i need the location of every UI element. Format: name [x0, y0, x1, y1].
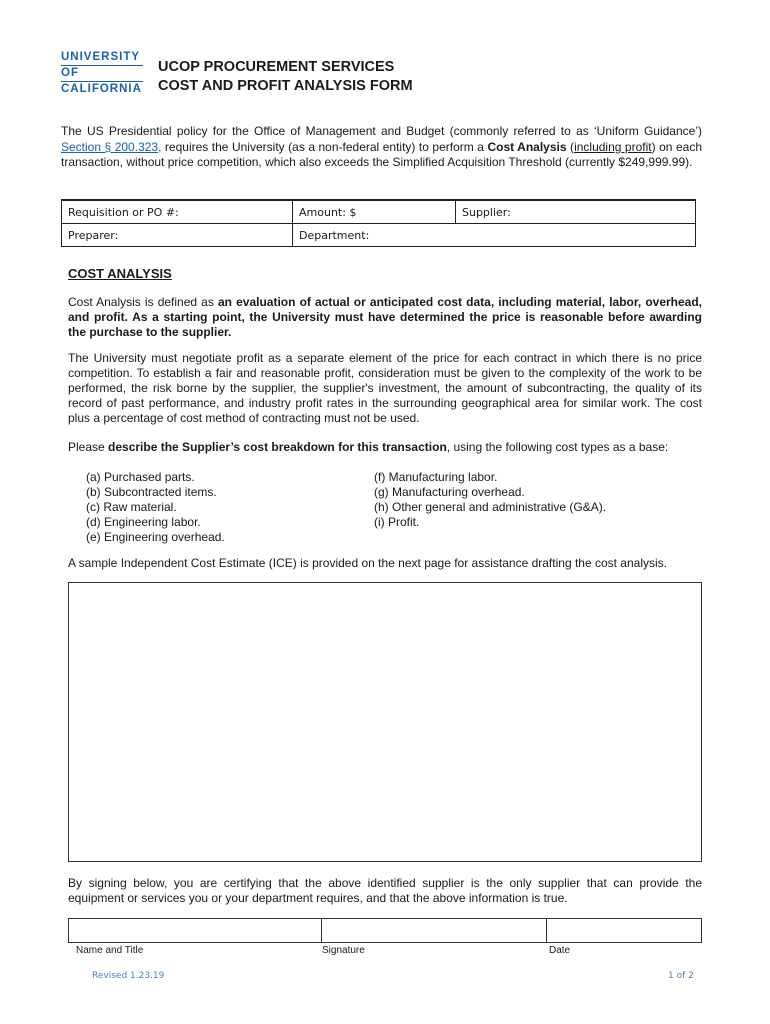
- revised-date: Revised 1.23.19: [92, 971, 165, 981]
- signature-table: [68, 918, 702, 943]
- list-item: (d) Engineering labor.: [86, 515, 201, 529]
- signature-field[interactable]: [322, 919, 547, 942]
- describe-paragraph: Please describe the Supplier’s cost breakdown for this transaction, using the following cost types as a base:: [68, 440, 669, 454]
- sample-note: A sample Independent Cost Estimate (ICE) is provided on the next page for assistance drafting the cost analysis.: [68, 556, 667, 570]
- list-item: (g) Manufacturing overhead.: [374, 485, 525, 499]
- page-number: 1 of 2: [668, 971, 694, 981]
- list-item: (e) Engineering overhead.: [86, 530, 225, 544]
- name-title-label: Name and Title: [76, 945, 144, 956]
- title-line-2: COST AND PROFIT ANALYSIS FORM: [158, 78, 413, 94]
- cost-analysis-heading: COST ANALYSIS: [68, 266, 172, 281]
- definition-paragraph: Cost Analysis is defined as an evaluation of actual or anticipated cost data, including material, labor, overhead, and profit. As a starting point, the University must have determined the price is reasonable before awarding the purchase to the supplier.: [68, 295, 703, 339]
- requisition-field[interactable]: Requisition or PO #:: [62, 200, 293, 224]
- logo-line: OF: [61, 67, 143, 82]
- cost-types-right: [374, 470, 606, 530]
- form-title: [158, 58, 413, 96]
- cost-analysis-input-box[interactable]: [68, 582, 702, 862]
- date-field[interactable]: [547, 919, 701, 942]
- list-item: (c) Raw material.: [86, 500, 177, 514]
- certification-text: By signing below, you are certifying that the above identified supplier is the only supplier that can provide the equipment or services you or your department requires, and that the above information is true.: [68, 876, 702, 905]
- title-line-1: UCOP PROCUREMENT SERVICES: [158, 59, 395, 75]
- department-field[interactable]: Department:: [293, 224, 696, 247]
- cost-types-left: [86, 470, 225, 545]
- supplier-field[interactable]: Supplier:: [456, 200, 696, 224]
- list-item: (b) Subcontracted items.: [86, 485, 217, 499]
- logo-line: CALIFORNIA: [61, 83, 142, 95]
- list-item: (i) Profit.: [374, 515, 420, 529]
- list-item: (h) Other general and administrative (G&A).: [374, 500, 607, 514]
- logo-line: UNIVERSITY: [61, 51, 143, 66]
- amount-field[interactable]: Amount: $: [293, 200, 456, 224]
- section-link[interactable]: Section § 200.323,: [61, 139, 162, 154]
- list-item: (f) Manufacturing labor.: [374, 470, 498, 484]
- info-table: [61, 199, 696, 247]
- profit-paragraph: The University must negotiate profit as a separate element of the price for each contract in which there is no price competition. To establish a fair and reasonable profit, consideration must be given to the complexity of the work to be performed, the risk borne by the supplier, the supplier's investment, the amount of subcontracting, the quality of its record of past performance, and industry profit rates in the surrounding geographical area for similar work. The cost plus a percentage of cost method of contracting must not be used.: [68, 351, 702, 425]
- intro-paragraph: The US Presidential policy for the Office of Management and Budget (commonly referred to as ‘Uniform Guidance’) Section § 200.323, requires the University (as a non-federal entity) to perform a Cost Analysis (including profit) on each transaction, without price competition, which also exceeds the Simplified Acquisition Threshold (currently $249,999.99).: [61, 124, 703, 169]
- name-title-field[interactable]: [69, 919, 322, 942]
- signature-label: Signature: [322, 945, 365, 956]
- date-label: Date: [549, 945, 571, 956]
- preparer-field[interactable]: Preparer:: [62, 224, 293, 247]
- list-item: (a) Purchased parts.: [86, 470, 195, 484]
- uc-logo: [61, 51, 143, 98]
